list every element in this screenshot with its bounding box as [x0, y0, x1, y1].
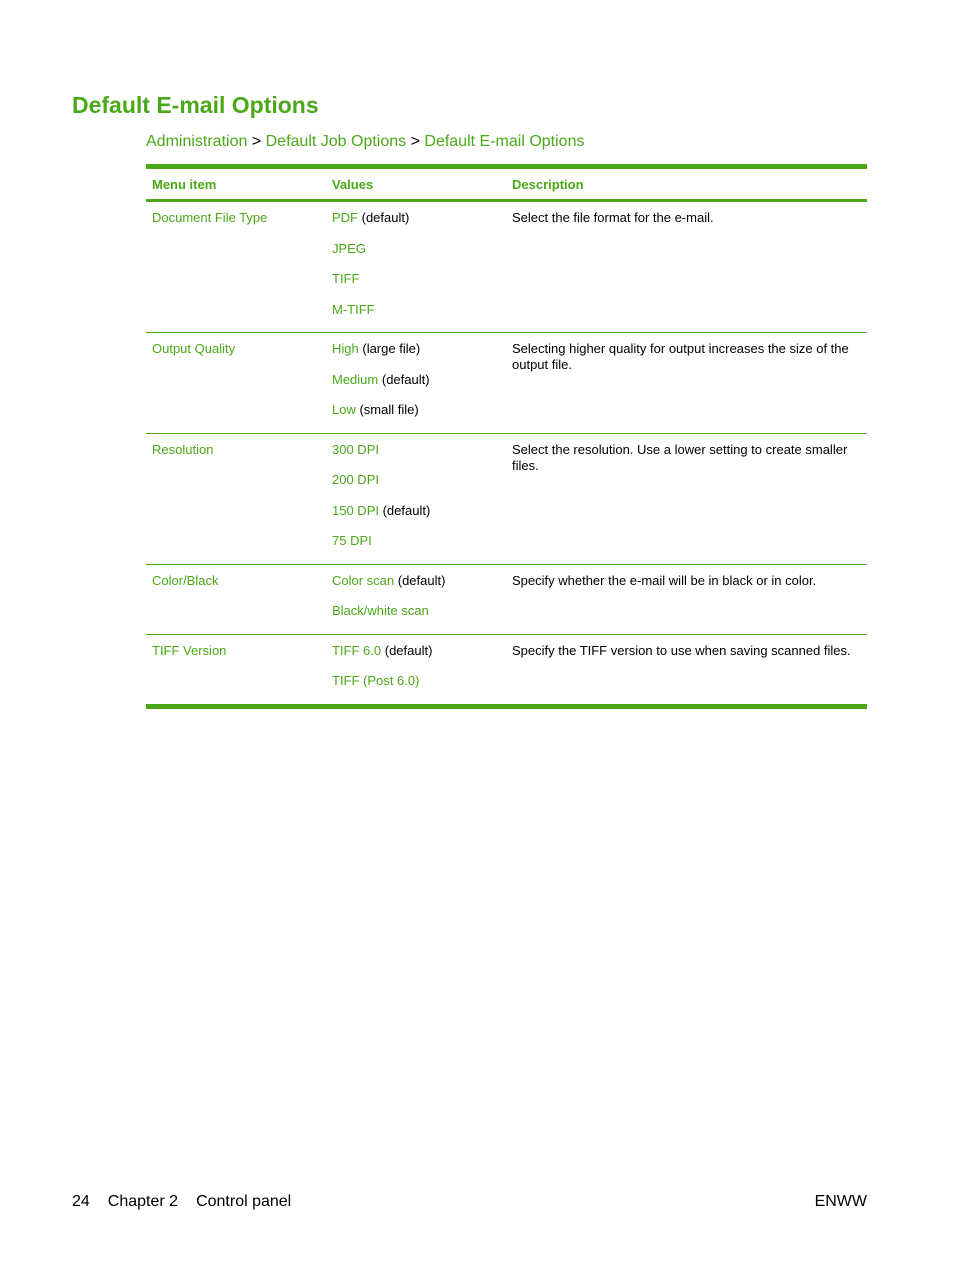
table-row — [146, 434, 867, 565]
value-suffix: (default) — [378, 371, 430, 387]
value-option — [332, 372, 506, 388]
value-option — [332, 302, 506, 318]
value-name[interactable]: JPEG — [332, 240, 366, 256]
description-cell: Select the resolution. Use a lower setting to create smaller files. — [512, 441, 848, 473]
table-row — [146, 202, 867, 333]
menu-item-color-black[interactable]: Color/Black — [152, 572, 219, 588]
description-cell: Specify the TIFF version to use when saving scanned files. — [512, 642, 851, 658]
section-label: Control panel — [196, 1193, 292, 1210]
value-name[interactable]: Medium — [332, 371, 379, 387]
value-name[interactable]: TIFF (Post 6.0) — [332, 673, 420, 688]
breadcrumb-default-email-options[interactable]: Default E-mail Options — [424, 133, 585, 150]
table-bottom-rule — [146, 704, 867, 709]
values-cell — [326, 643, 506, 704]
value-option — [332, 341, 506, 357]
description-cell: Select the file format for the e-mail. — [512, 210, 714, 225]
values-cell — [326, 210, 506, 332]
description-cell: Selecting higher quality for output increases the size of the output file. — [512, 341, 849, 372]
value-name[interactable]: Low — [332, 402, 356, 417]
menu-item-tiff-version[interactable]: TIFF Version — [152, 642, 227, 658]
description-cell: Specify whether the e-mail will be in black or in color. — [512, 572, 817, 588]
values-cell — [326, 442, 506, 564]
value-suffix: (default) — [394, 572, 446, 588]
page-footer — [72, 1193, 867, 1211]
breadcrumb-separator: > — [410, 133, 425, 150]
value-suffix: (default) — [358, 210, 410, 225]
table-header-row — [146, 169, 867, 202]
value-option — [332, 442, 506, 458]
value-name[interactable]: 300 DPI — [332, 441, 379, 457]
value-option — [332, 241, 506, 257]
value-name[interactable]: 200 DPI — [332, 472, 379, 487]
value-name[interactable]: Color scan — [332, 572, 395, 588]
value-option — [332, 271, 506, 287]
page-number: 24 — [72, 1193, 90, 1210]
values-cell — [326, 341, 506, 433]
breadcrumb — [146, 133, 584, 151]
options-table — [146, 164, 867, 709]
header-description: Description — [512, 176, 584, 192]
footer-left — [72, 1193, 309, 1211]
table-row — [146, 333, 867, 434]
value-option — [332, 210, 506, 226]
chapter-label: Chapter 2 — [107, 1193, 179, 1210]
value-suffix: (small file) — [355, 402, 419, 417]
value-option — [332, 533, 506, 549]
breadcrumb-separator: > — [251, 133, 266, 150]
breadcrumb-default-job-options[interactable]: Default Job Options — [265, 133, 407, 150]
value-option — [332, 603, 506, 619]
page-title: Default E-mail Options — [72, 92, 319, 118]
value-option — [332, 402, 506, 418]
value-name[interactable]: M-TIFF — [332, 301, 375, 317]
table-row — [146, 565, 867, 635]
value-name[interactable]: Black/white scan — [332, 603, 429, 618]
breadcrumb-administration[interactable]: Administration — [146, 133, 248, 150]
header-values: Values — [332, 176, 374, 192]
values-cell — [326, 573, 506, 634]
footer-right: ENWW — [814, 1193, 867, 1210]
table-row — [146, 635, 867, 704]
value-name[interactable]: 75 DPI — [332, 533, 372, 548]
menu-item-document-file-type[interactable]: Document File Type — [152, 210, 268, 225]
value-suffix: (default) — [381, 642, 433, 658]
value-option — [332, 673, 506, 689]
value-option — [332, 643, 506, 659]
value-suffix: (large file) — [358, 341, 421, 356]
value-suffix: (default) — [378, 502, 431, 518]
value-name[interactable]: TIFF — [332, 271, 360, 286]
value-name[interactable]: TIFF 6.0 — [332, 642, 382, 658]
value-name[interactable]: 150 DPI — [332, 502, 379, 518]
value-option — [332, 503, 506, 519]
value-option — [332, 573, 506, 589]
value-name[interactable]: High — [332, 341, 359, 356]
header-menu-item: Menu item — [152, 176, 217, 192]
value-name[interactable]: PDF — [332, 210, 358, 225]
value-option — [332, 472, 506, 488]
menu-item-output-quality[interactable]: Output Quality — [152, 341, 236, 356]
menu-item-resolution[interactable]: Resolution — [152, 441, 214, 457]
